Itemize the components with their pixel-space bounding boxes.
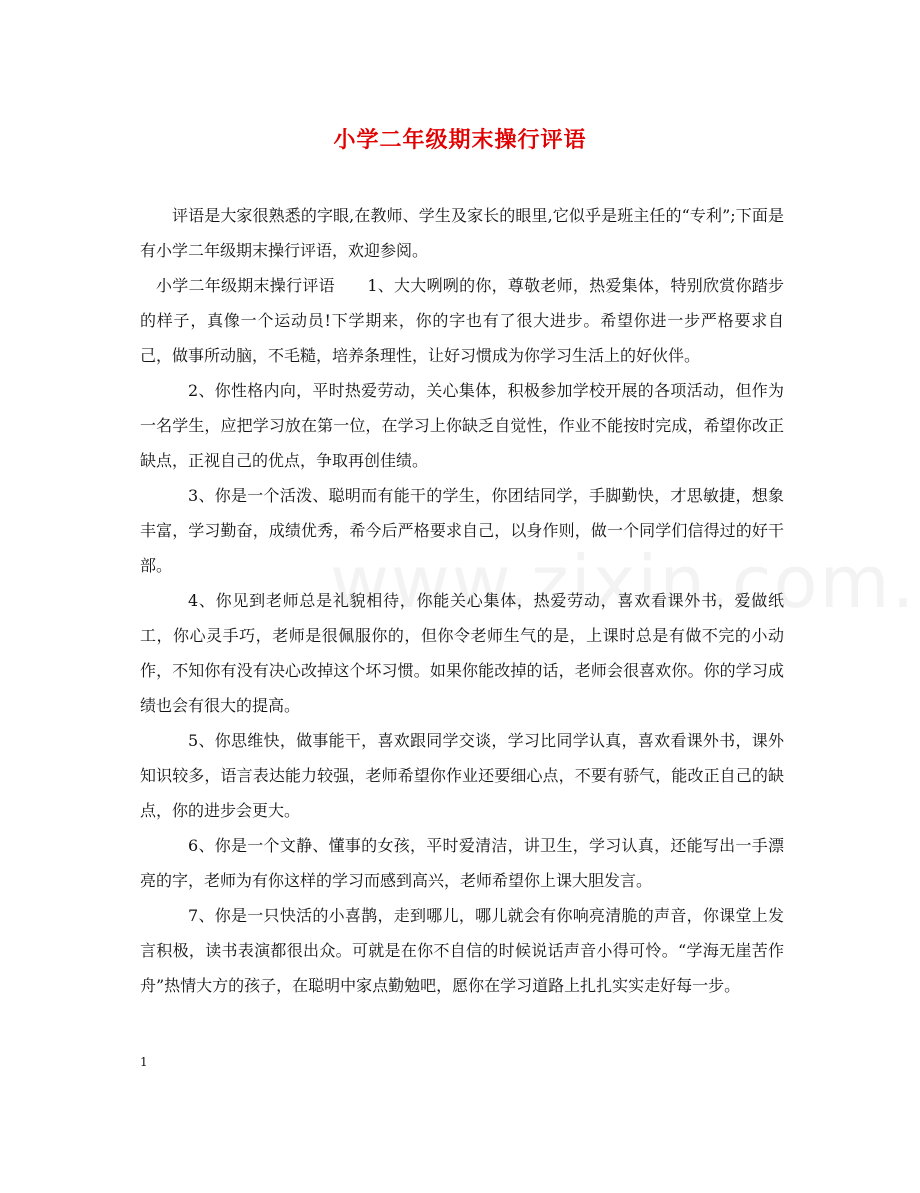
comment-paragraph-5: 5、你思维快，做事能干，喜欢跟同学交谈，学习比同学认真，喜欢看课外书，课外知识较多，语言表达能力较强，老师希望你作业还要细心点，不要有骄气，能改正自己的缺点，你的进步会更大。 bbox=[140, 731, 784, 820]
comment-paragraph-2: 2、你性格内向，平时热爱劳动，关心集体，积极参加学校开展的各项活动，但作为一名学生，应把学习放在第一位，在学习上你缺乏自觉性，作业不能按时完成，希望你改正缺点，正视自己的优点，争取再创佳绩。 bbox=[140, 381, 784, 470]
comment-paragraph-4: 4、你见到老师总是礼貌相待，你能关心集体，热爱劳动，喜欢看课外书，爱做纸工，你心灵手巧，老师是很佩服你的，但你令老师生气的是，上课时总是有做不完的小动作，不知你有没有决心改掉这个坏习惯。如果你能改掉的话，老师会很喜欢你。你的学习成绩也会有很大的提高。 bbox=[140, 591, 784, 715]
comment-paragraph-3: 3、你是一个活泼、聪明而有能干的学生，你团结同学，手脚勤快，才思敏捷，想象丰富，学习勤奋，成绩优秀，希今后严格要求自己，以身作则，做一个同学们信得过的好干部。 bbox=[140, 486, 784, 575]
document-body bbox=[140, 198, 784, 1003]
comment-paragraph-6: 6、你是一个文静、懂事的女孩，平时爱清洁，讲卫生，学习认真，还能写出一手漂亮的字，老师为有你这样的学习而感到高兴，老师希望你上课大胆发言。 bbox=[140, 836, 784, 890]
comment-paragraph-7: 7、你是一只快活的小喜鹊，走到哪儿，哪儿就会有你响亮清脆的声音，你课堂上发言积极，读书表演都很出众。可就是在你不自信的时候说话声音小得可怜。“学海无崖苦作舟”热情大方的孩子，在聪明中家点勤勉吧，愿你在学习道路上扎扎实实走好每一步。 bbox=[140, 906, 784, 995]
comment-paragraph-1: 小学二年级期末操行评语 1、大大咧咧的你，尊敬老师，热爱集体，特别欣赏你踏步的样子，真像一个运动员!下学期来，你的字也有了很大进步。希望你进一步严格要求自己，做事所动脑，不毛糙，培养条理性，让好习惯成为你学习生活上的好伙伴。 bbox=[140, 276, 784, 365]
page-number: 1 bbox=[140, 1055, 148, 1069]
intro-paragraph: 评语是大家很熟悉的字眼,在教师、学生及家长的眼里,它似乎是班主任的“专利”;下面是有小学二年级期末操行评语，欢迎参阅。 bbox=[140, 206, 784, 260]
document-title: 小学二年级期末操行评语 bbox=[333, 127, 587, 153]
